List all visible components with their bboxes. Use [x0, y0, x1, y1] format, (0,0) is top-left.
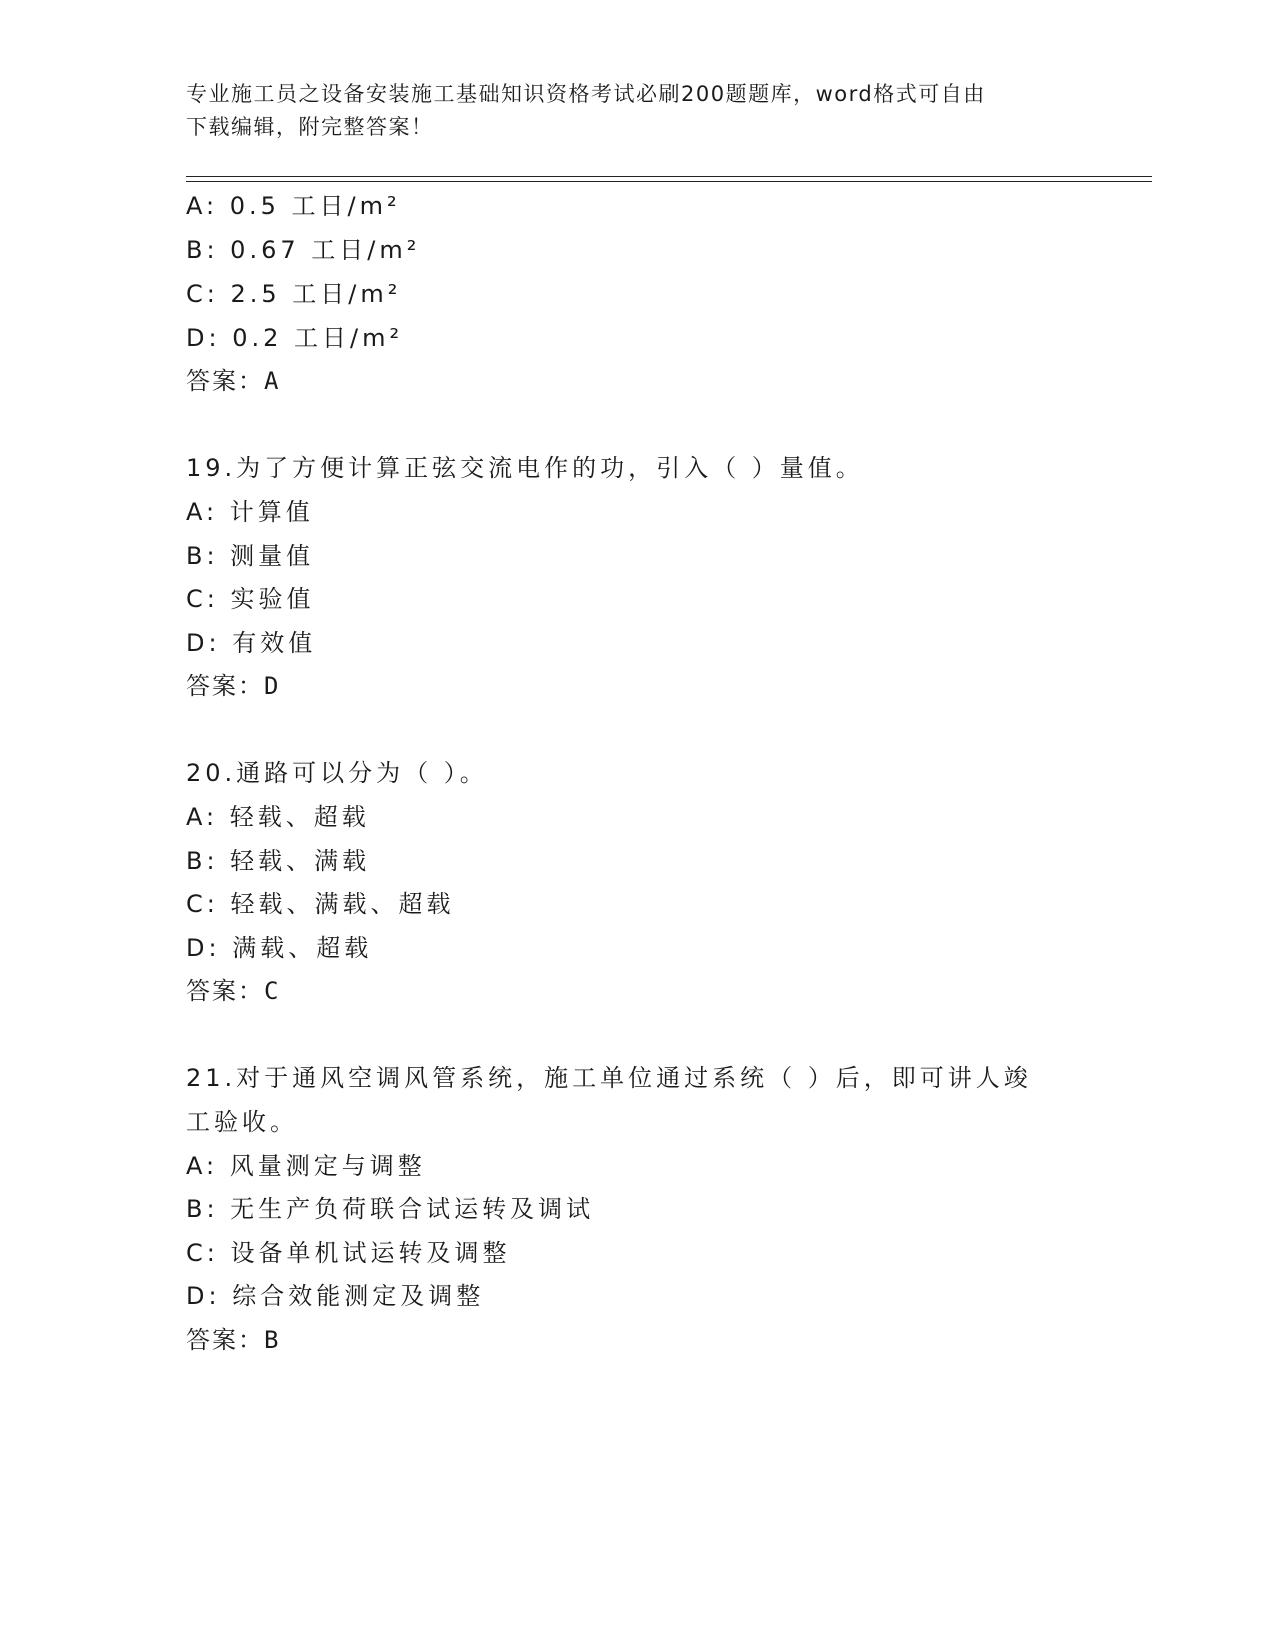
- header-divider-bottom: [186, 181, 1152, 182]
- q18-option-a: A: 0.5 工日/m²: [186, 192, 401, 220]
- document-title-line-1: 专业施工员之设备安装施工基础知识资格考试必刷200题题库，word格式可自由: [186, 82, 986, 106]
- answer-letter: A: [264, 367, 281, 395]
- q21-stem-line-1: 21.对于通风空调风管系统，施工单位通过系统（ ）后，即可讲人竣: [186, 1064, 1032, 1092]
- q21-stem-line-2: 工验收。: [186, 1108, 298, 1136]
- q19-option-d: D: 有效值: [186, 629, 317, 657]
- q18-option-b: B: 0.67 工日/m²: [186, 236, 421, 264]
- q19-stem: 19.为了方便计算正弦交流电作的功，引入（ ）量值。: [186, 454, 864, 482]
- q20-stem: 20.通路可以分为（ ）。: [186, 759, 488, 787]
- answer-letter: D: [264, 672, 281, 700]
- q21-option-c: C: 设备单机试运转及调整: [186, 1239, 511, 1267]
- q20-option-b: B: 轻载、满载: [186, 847, 371, 875]
- q21-option-a: A: 风量测定与调整: [186, 1152, 426, 1180]
- answer-label: 答案：: [186, 672, 264, 700]
- q18-answer: [186, 361, 280, 396]
- answer-label: 答案：: [186, 977, 264, 1005]
- q20-option-c: C: 轻载、满载、超载: [186, 890, 455, 918]
- q20-answer: [186, 971, 280, 1006]
- q21-option-b: B: 无生产负荷联合试运转及调试: [186, 1195, 595, 1223]
- document-title-line-2: 下载编辑，附完整答案！: [186, 115, 434, 139]
- answer-letter: C: [264, 977, 281, 1005]
- q20-option-a: A: 轻载、超载: [186, 803, 370, 831]
- q18-option-c: C: 2.5 工日/m²: [186, 280, 402, 308]
- answer-label: 答案：: [186, 367, 264, 395]
- q21-answer: [186, 1320, 280, 1355]
- q19-option-c: C: 实验值: [186, 585, 315, 613]
- header-divider-top: [186, 176, 1152, 177]
- answer-label: 答案：: [186, 1326, 264, 1354]
- q21-option-d: D: 综合效能测定及调整: [186, 1282, 485, 1310]
- q19-option-b: B: 测量值: [186, 542, 315, 570]
- q19-answer: [186, 666, 280, 701]
- q18-option-d: D: 0.2 工日/m²: [186, 324, 404, 352]
- q20-option-d: D: 满载、超载: [186, 934, 373, 962]
- q19-option-a: A: 计算值: [186, 498, 314, 526]
- answer-letter: B: [264, 1326, 281, 1354]
